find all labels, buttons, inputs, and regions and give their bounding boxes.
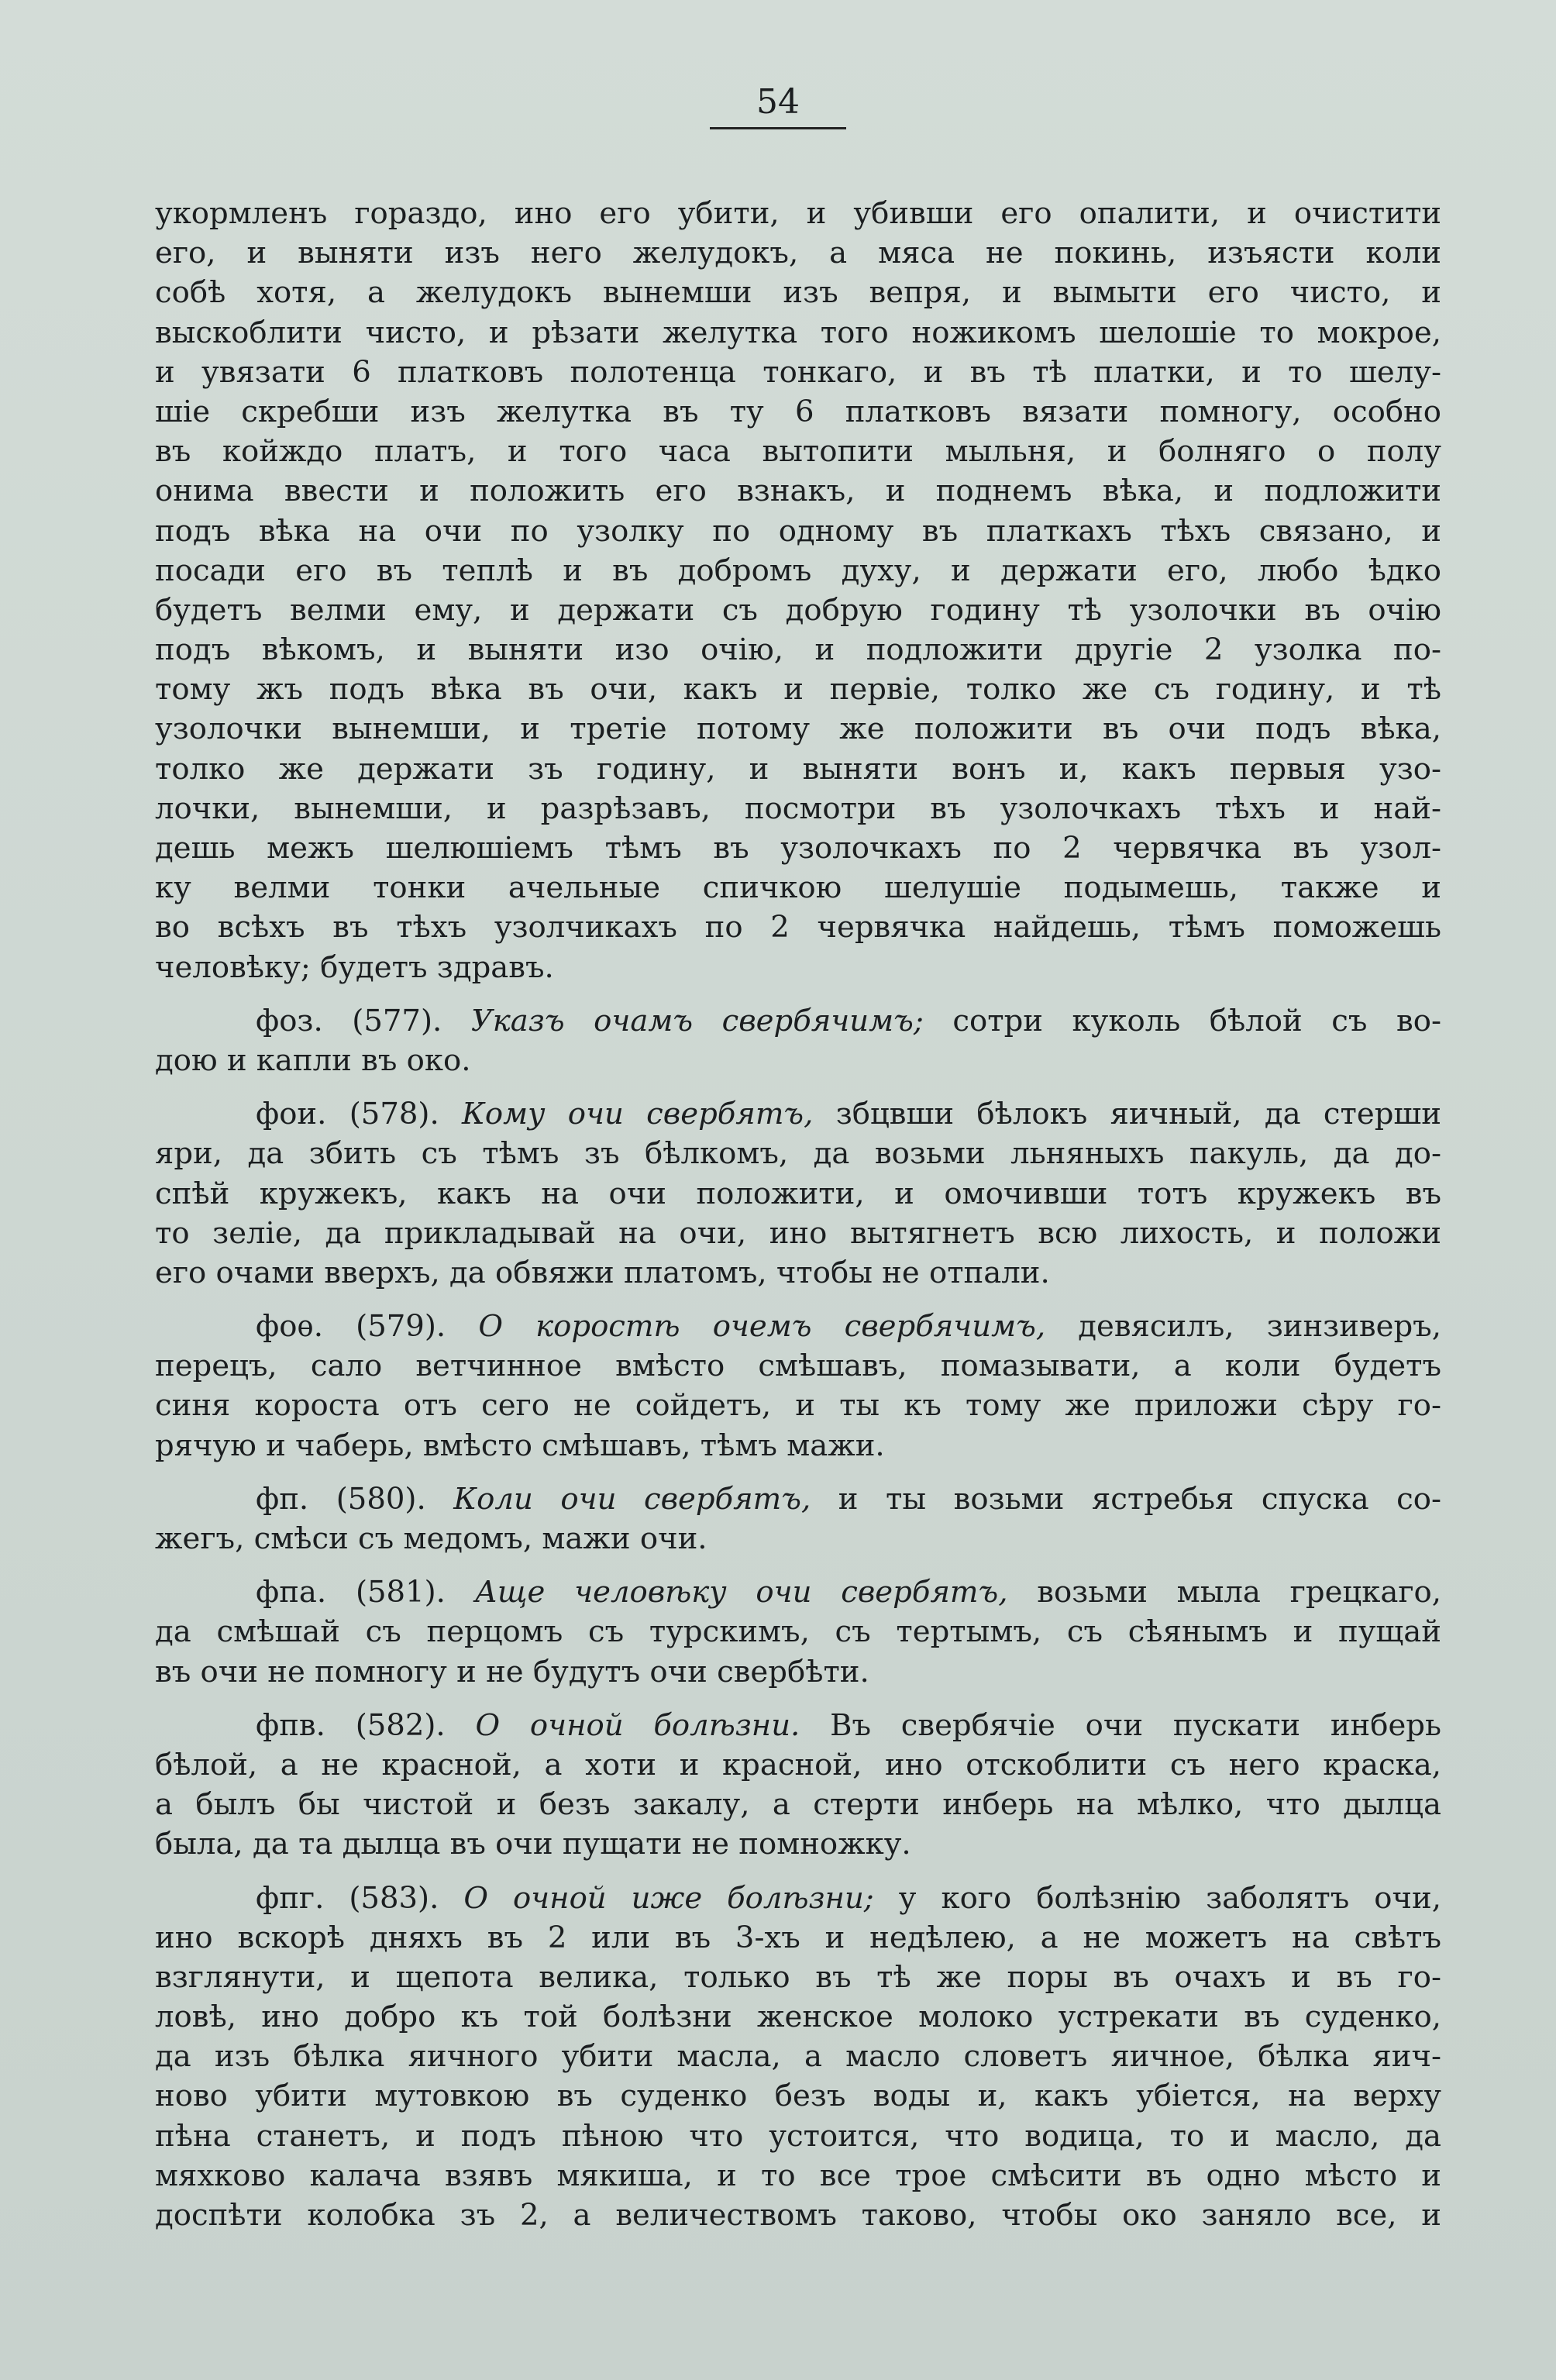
text-line: будетъ велми ему, и держати съ добрую годину тѣ узолочки въ очію	[155, 592, 1441, 628]
text-line: узолочки вынемши, и третіе потому же положити въ очи подъ вѣка,	[155, 711, 1441, 747]
paragraph-first-line	[155, 1479, 1441, 1519]
page-number: 54	[710, 85, 846, 129]
recipe-title: Коли очи свербятъ,	[453, 1481, 838, 1517]
text-line: а былъ бы чистой и безъ закалу, а стерти инберь на мѣлко, что дылца	[155, 1787, 1441, 1823]
recipe-number: (580).	[336, 1481, 454, 1517]
text-line: мяхково калача взявъ мякиша, и то все трое смѣсити въ одно мѣсто и	[155, 2158, 1441, 2193]
recipe-number: (582).	[355, 1707, 476, 1743]
recipe-code: фои.	[256, 1097, 349, 1132]
recipe-number: (581).	[355, 1575, 475, 1610]
paragraph-gap	[155, 1080, 1441, 1094]
text-line: ку велми тонки ачельные спичкою шелушіе подымешь, также и	[155, 870, 1441, 906]
text-line: дешь межъ шелюшіемъ тѣмъ въ узолочкахъ по 2 червячка въ узол-	[155, 831, 1441, 866]
text-line: да изъ бѣлка яичного убити масла, а масло словетъ яичное, бѣлка яич-	[155, 2039, 1441, 2075]
text-line: ловѣ, ино добро къ той болѣзни женское молоко устрекати въ суденко,	[155, 1999, 1441, 2035]
paragraph-first-line	[155, 1879, 1441, 1918]
text-line: собѣ хотя, а желудокъ вынемши изъ вепря, и вымыти его чисто, и	[155, 275, 1441, 311]
paragraph-gap	[155, 1559, 1441, 1572]
recipe-title: Кому очи свербятъ,	[462, 1097, 836, 1132]
text-line: тому жъ подъ вѣка въ очи, какъ и первіе, толко же съ годину, и тѣ	[155, 672, 1441, 708]
recipe-text: збцвши бѣлокъ яичный, да стерши	[835, 1097, 1441, 1132]
body-text	[155, 194, 1441, 2235]
text-line: перецъ, сало ветчинное вмѣсто смѣшавъ, помазывати, а коли будетъ	[155, 1348, 1441, 1384]
text-line: спѣй кружекъ, какъ на очи положити, и омочивши тотъ кружекъ въ	[155, 1176, 1441, 1211]
text-line: посади его въ теплѣ и въ добромъ духу, и держати его, любо ѣдко	[155, 553, 1441, 588]
text-line: и увязати 6 платковъ полотенца тонкаго, и въ тѣ платки, и то шелу-	[155, 354, 1441, 390]
text-line: дою и капли въ око.	[155, 1042, 471, 1078]
paragraph-first-line	[155, 1307, 1441, 1346]
text-line: яри, да збить съ тѣмъ зъ бѣлкомъ, да возьми льняныхъ пакуль, да до-	[155, 1136, 1441, 1172]
paragraph-gap	[155, 1466, 1441, 1479]
paragraph-gap	[155, 987, 1441, 1001]
text-line: укормленъ гораздо, ино его убити, и убивши его опалити, и очистити	[155, 196, 1441, 231]
recipe-title: О очной болѣзни.	[475, 1707, 831, 1743]
text-line: доспѣти колобка зъ 2, а величествомъ таково, чтобы око заняло все, и	[155, 2198, 1441, 2233]
text-line: ино вскорѣ дняхъ въ 2 или въ 3-хъ и недѣлею, а не можетъ на свѣтъ	[155, 1920, 1441, 1955]
recipe-title: Аще человѣку очи свербятъ,	[474, 1575, 1038, 1610]
recipe-code: фоз.	[256, 1003, 353, 1038]
paragraph-first-line	[155, 1094, 1441, 1134]
text-line: выскоблити чисто, и рѣзати желутка того ножикомъ шелошіе то мокрое,	[155, 315, 1441, 350]
recipe-title: О коростѣ очемъ свербячимъ,	[478, 1309, 1079, 1345]
text-line: въ очи не помногу и не будутъ очи свербѣти.	[155, 1654, 869, 1689]
recipe-text: сотри куколь бѣлой съ во-	[952, 1003, 1441, 1038]
text-line: его очами вверхъ, да обвяжи платомъ, чтобы не отпали.	[155, 1255, 1050, 1290]
recipe-number: (578).	[349, 1097, 463, 1132]
text-line: синя короста отъ сего не сойдетъ, и ты къ тому же приложи сѣру го-	[155, 1388, 1441, 1424]
text-line: да смѣшай съ перцомъ съ турскимъ, съ тертымъ, съ сѣянымъ и пущай	[155, 1614, 1441, 1650]
paragraph-gap	[155, 1293, 1441, 1307]
paragraph-gap	[155, 1692, 1441, 1706]
recipe-title: Указъ очамъ свербячимъ;	[470, 1003, 953, 1038]
recipe-code: фоѳ.	[256, 1309, 356, 1345]
text-line: онима ввести и положить его взнакъ, и поднемъ вѣка, и подложити	[155, 474, 1441, 509]
recipe-code: фпа.	[256, 1575, 356, 1610]
recipe-code: фп.	[256, 1481, 336, 1517]
recipe-text: Въ свербячіе очи пускати инберь	[830, 1707, 1441, 1743]
paragraph-first-line	[155, 1572, 1441, 1612]
recipe-text: девясилъ, зинзиверъ,	[1078, 1309, 1441, 1345]
paragraph-first-line	[155, 1001, 1441, 1041]
text-line: его, и выняти изъ него желудокъ, а мяса не покинь, изъясти коли	[155, 236, 1441, 271]
paragraph-first-line	[155, 1706, 1441, 1745]
text-line: человѣку; будетъ здравъ.	[155, 949, 554, 985]
recipe-title: О очной иже болѣзни;	[463, 1880, 899, 1916]
text-line: въ койждо платъ, и того часа вытопити мыльня, и болняго о полу	[155, 434, 1441, 470]
recipe-code: фпв.	[256, 1707, 356, 1743]
recipe-number: (577).	[352, 1003, 471, 1038]
text-line: пѣна станетъ, и подъ пѣною что устоится, что водица, то и масло, да	[155, 2118, 1441, 2154]
text-line: лочки, вынемши, и разрѣзавъ, посмотри въ узолочкахъ тѣхъ и най-	[155, 790, 1441, 826]
text-line: ново убити мутовкою въ суденко безъ воды и, какъ убіется, на верху	[155, 2079, 1441, 2114]
text-line: была, да та дылца въ очи пущати не помножку.	[155, 1827, 911, 1862]
recipe-text: у кого болѣзнію заболятъ очи,	[898, 1880, 1441, 1916]
text-line: подъ вѣкомъ, и выняти изо очію, и подложити другіе 2 узолка по-	[155, 632, 1441, 668]
text-line: во всѣхъ въ тѣхъ узолчикахъ по 2 червячка найдешь, тѣмъ поможешь	[155, 910, 1441, 945]
text-line: подъ вѣка на очи по узолку по одному въ платкахъ тѣхъ связано, и	[155, 513, 1441, 549]
text-line: бѣлой, а не красной, а хоти и красной, ино отскоблити съ него краска,	[155, 1747, 1441, 1782]
recipe-code: фпг.	[256, 1880, 349, 1916]
text-line: то зеліе, да прикладывай на очи, ино вытягнетъ всю лихость, и положи	[155, 1215, 1441, 1251]
recipe-text: возьми мыла грецкаго,	[1037, 1575, 1441, 1610]
recipe-text: и ты возьми ястребья спуска со-	[838, 1481, 1441, 1517]
recipe-number: (583).	[349, 1880, 464, 1916]
text-line: толко же держати зъ годину, и выняти вонъ и, какъ первыя узо-	[155, 751, 1441, 787]
paragraph-gap	[155, 1865, 1441, 1879]
text-line: жегъ, смѣси съ медомъ, мажи очи.	[155, 1521, 707, 1556]
text-line: шіе скребши изъ желутка въ ту 6 платковъ вязати помногу, особно	[155, 394, 1441, 429]
text-line: рячую и чаберь, вмѣсто смѣшавъ, тѣмъ мажи.	[155, 1428, 885, 1463]
recipe-number: (579).	[356, 1309, 479, 1345]
page-header	[0, 82, 1556, 129]
text-line: взглянути, и щепота велика, только въ тѣ же поры въ очахъ и въ го-	[155, 1959, 1441, 1995]
